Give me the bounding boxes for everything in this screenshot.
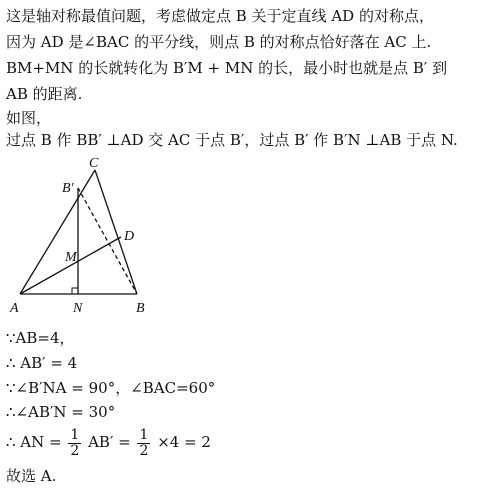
- fraction-one-half-b: [137, 428, 150, 459]
- label-a: A: [10, 301, 19, 316]
- fraction-b-denominator: 2: [139, 442, 149, 459]
- label-n: N: [73, 301, 83, 316]
- solution-line-5-lead: ∴ AN =: [6, 433, 62, 451]
- label-b: B: [136, 301, 145, 316]
- label-c: C: [89, 156, 99, 171]
- text-line-1: 这是轴对称最值问题，考虑做定点 B 关于定直线 AD 的对称点，: [6, 7, 434, 25]
- fraction-b-numerator: 1: [139, 426, 149, 443]
- text-line-3: BM+MN 的长就转化为 B′M + MN 的长，最小时也就是点 B′ 到: [6, 59, 448, 77]
- answer-line: 故选 A.: [6, 467, 57, 485]
- text-line-5: 如图，: [6, 109, 52, 127]
- text-line-6: 过点 B 作 BB′ ⊥AD 交 AC 于点 B′，过点 B′ 作 B′N ⊥AB 于点 N.: [6, 131, 458, 149]
- solution-line-1: ∵AB=4，: [6, 329, 75, 347]
- solution-line-5-tail: ×4 = 2: [157, 433, 211, 451]
- solution-line-4: ∴∠AB′N = 30°: [6, 403, 116, 421]
- fraction-a-denominator: 2: [70, 442, 80, 459]
- text-line-2: 因为 AD 是∠BAC 的平分线，则点 B 的对称点恰好落在 AC 上.: [6, 33, 432, 51]
- solution-line-5: [6, 422, 211, 462]
- fraction-one-half-a: [68, 428, 81, 459]
- solution-line-2: ∴ AB′ = 4: [6, 354, 78, 372]
- label-m: M: [65, 250, 77, 265]
- label-b-prime: B′: [62, 181, 74, 196]
- solution-line-5-mid: AB′ =: [88, 433, 131, 451]
- text-line-4: AB 的距离.: [6, 85, 83, 103]
- fraction-a-numerator: 1: [70, 426, 80, 443]
- label-d: D: [124, 229, 135, 244]
- right-angle-mark: [72, 288, 78, 294]
- bisector-ad: [20, 237, 121, 294]
- solution-line-3: ∵∠B′NA = 90°，∠BAC=60°: [6, 379, 216, 397]
- geometry-figure: [0, 152, 200, 322]
- side-ac: [20, 170, 95, 294]
